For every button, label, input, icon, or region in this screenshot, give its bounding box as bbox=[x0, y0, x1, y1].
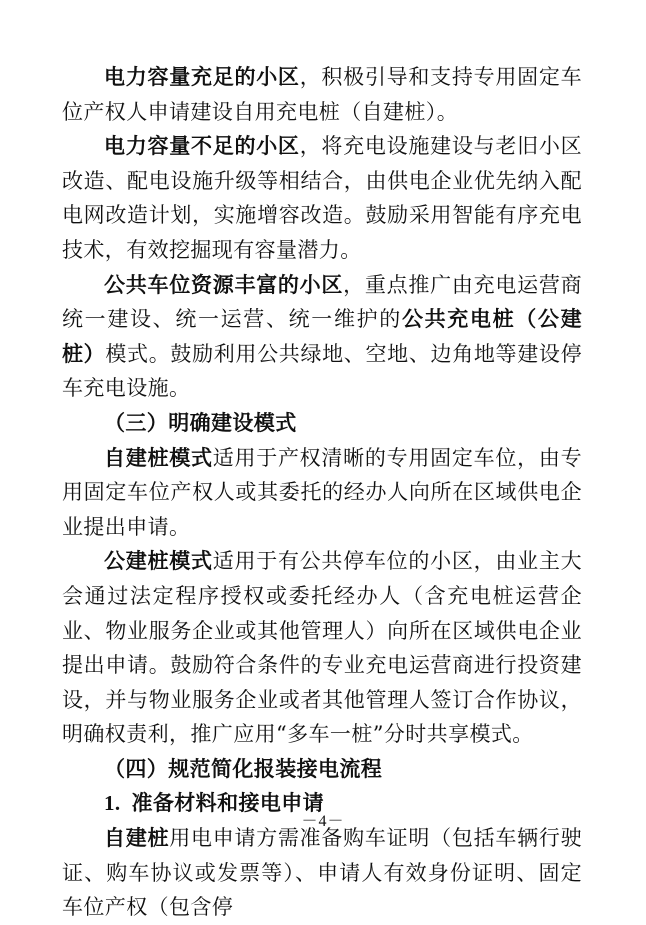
paragraph-insufficient-capacity bbox=[62, 129, 582, 267]
term-self-built: 自建桩 bbox=[104, 825, 170, 851]
paragraph-sufficient-capacity bbox=[62, 60, 582, 129]
term-public-built-mode: 公建桩模式 bbox=[104, 548, 213, 574]
subsection-title: 准备材料和接电申请 bbox=[131, 790, 325, 816]
paragraph-text: ，将充电设施建设与老旧小区改造、配电设施升级等相结合，由供电企业优先纳入配电网改造计划，实施增容改造。鼓励采用智能有序充电技术，有效挖掘现有容量潜力。 bbox=[62, 134, 582, 262]
term-self-built-mode: 自建桩模式 bbox=[104, 444, 213, 470]
term-public-parking: 公共车位资源丰富的小区 bbox=[104, 271, 344, 297]
term-insufficient-capacity: 电力容量不足的小区 bbox=[104, 133, 300, 159]
section-heading-3: （三）明确建设模式 bbox=[104, 409, 297, 435]
paragraph-text: 用电申请方需准备购车证明（包括车辆行驶证、购车协议或发票等）、申请人有效身份证明、固定车位产权（包含停 bbox=[62, 826, 582, 920]
paragraph-public-parking bbox=[62, 268, 582, 406]
paragraph-text: 模式。鼓励利用公共绿地、空地、边角地等建设停车充电设施。 bbox=[62, 341, 582, 401]
paragraph-text: 适用于产权清晰的专用固定车位，由专用固定车位产权人或其委托的经办人向所在区域供电企业提出申请。 bbox=[62, 445, 582, 539]
document-body bbox=[62, 60, 582, 925]
term-sufficient-capacity: 电力容量充足的小区 bbox=[104, 64, 300, 89]
term-public-charging-pile: 公共充电桩（公建桩） bbox=[62, 306, 582, 366]
paragraph-self-built-mode bbox=[62, 441, 582, 545]
paragraph-text: 适用于有公共停车位的小区，由业主大会通过法定程序授权或委托经办人（含充电桩运营企业、物业服务企业或其他管理人）向所在区域供电企业提出申请。鼓励符合条件的专业充电运营商进行投资建设，并与物业服务企业或者其他管理人签订合作协议，明确权责利，推广应用“多车一桩”分时共享模式。 bbox=[62, 549, 582, 747]
page-number: －4－ bbox=[301, 813, 345, 830]
subsection-number: 1. bbox=[104, 791, 121, 816]
paragraph-text: ，重点推广由充电运营商统一建设、统一运营、统一维护的 bbox=[62, 272, 582, 332]
section-heading-4: （四）规范简化报装接电流程 bbox=[104, 755, 383, 781]
paragraph-text: ，积极引导和支持专用固定车位产权人申请建设自用充电桩（自建桩）。 bbox=[62, 65, 582, 124]
paragraph-self-built-application bbox=[62, 821, 582, 925]
paragraph-public-built-mode bbox=[62, 544, 582, 752]
